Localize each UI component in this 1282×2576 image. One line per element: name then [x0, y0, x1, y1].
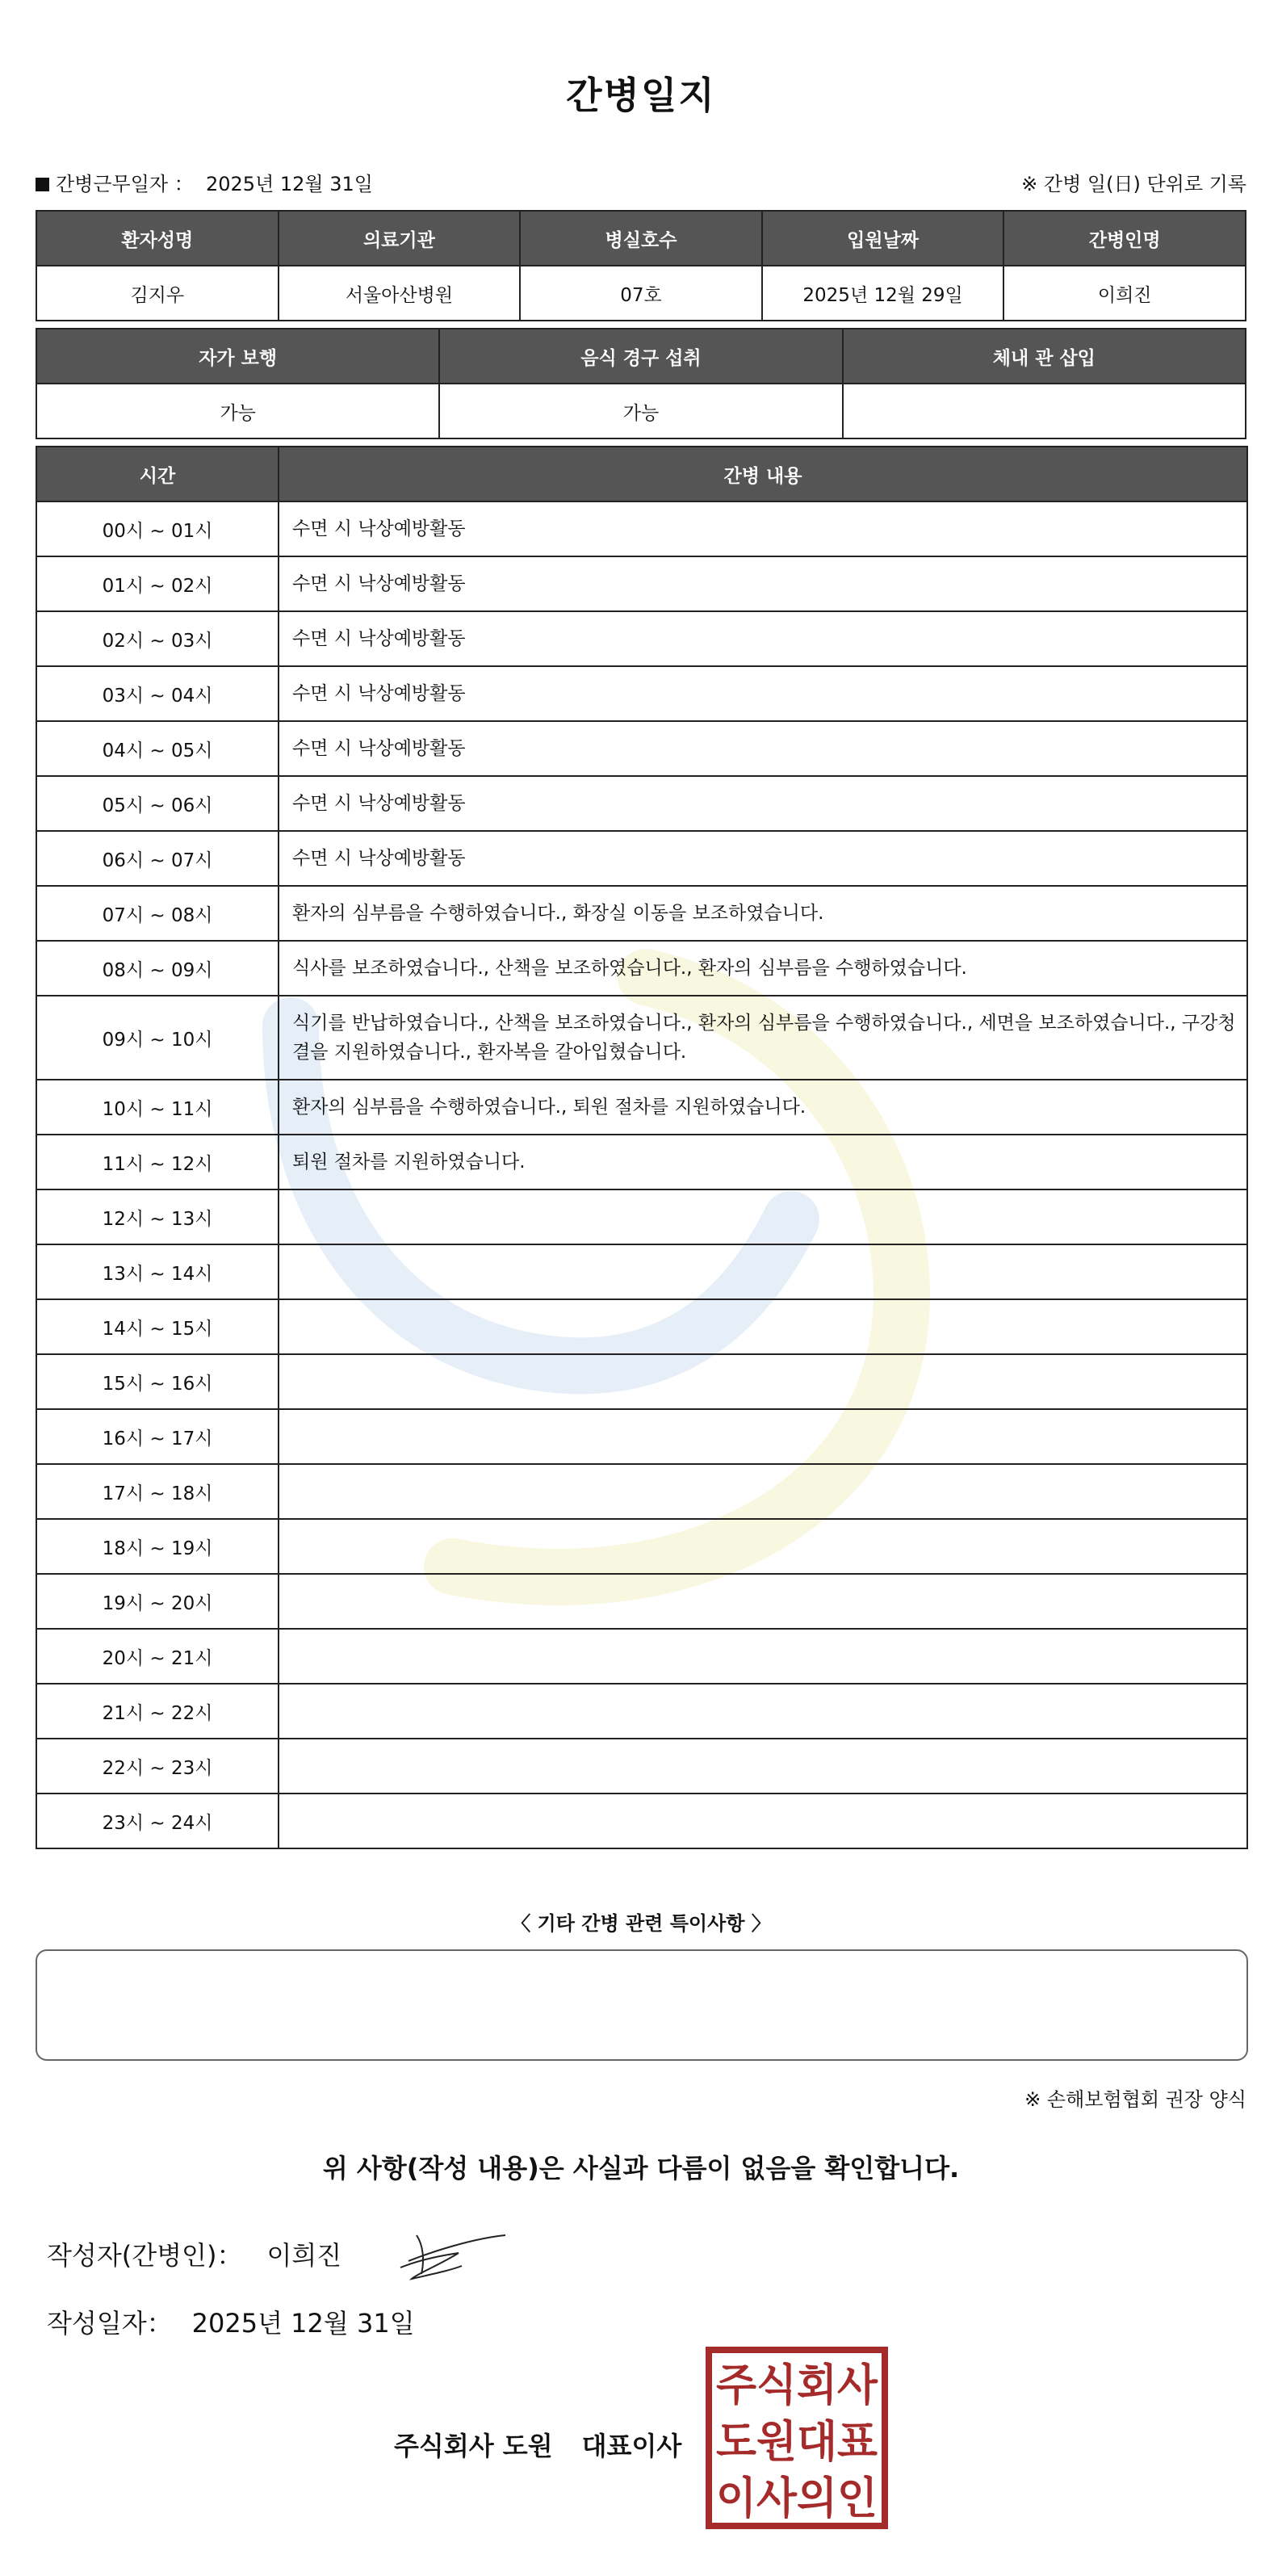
content-cell: 수면 시 낙상예방활동 — [279, 666, 1247, 721]
time-cell: 11시 ~ 12시 — [36, 1135, 279, 1189]
unit-note: ※ 간병 일(日) 단위로 기록 — [1021, 173, 1246, 195]
time-cell: 17시 ~ 18시 — [36, 1464, 279, 1519]
time-cell: 02시 ~ 03시 — [36, 611, 279, 666]
table-row — [36, 556, 1247, 611]
content-cell: 수면 시 낙상예방활동 — [279, 831, 1247, 886]
writer-name: 이희진 — [266, 2240, 342, 2271]
time-cell: 06시 ~ 07시 — [36, 831, 279, 886]
content-cell: 수면 시 낙상예방활동 — [279, 776, 1247, 831]
table-row — [36, 776, 1247, 831]
content-cell — [279, 1244, 1247, 1299]
header-oral-intake: 음식 경구 섭취 — [439, 329, 842, 384]
write-date-row — [47, 2303, 415, 2340]
content-cell — [279, 1684, 1247, 1739]
time-cell: 18시 ~ 19시 — [36, 1519, 279, 1574]
time-cell: 12시 ~ 13시 — [36, 1189, 279, 1244]
table-row — [36, 666, 1247, 721]
table-row — [36, 996, 1247, 1080]
handwritten-signature — [384, 2221, 513, 2285]
header-time: 시간 — [36, 447, 279, 501]
time-cell: 00시 ~ 01시 — [36, 501, 279, 556]
table-row — [36, 1299, 1247, 1354]
content-cell — [279, 1794, 1247, 1848]
room-number: 07호 — [520, 266, 762, 321]
content-cell: 환자의 심부름을 수행하였습니다., 화장실 이동을 보조하였습니다. — [279, 886, 1247, 941]
time-cell: 16시 ~ 17시 — [36, 1409, 279, 1464]
content-cell: 수면 시 낙상예방활동 — [279, 611, 1247, 666]
writer-label: 작성자(간병인)： — [47, 2240, 243, 2271]
time-cell: 19시 ~ 20시 — [36, 1574, 279, 1629]
content-cell — [279, 1189, 1247, 1244]
table-row — [36, 1684, 1247, 1739]
status-info-table — [36, 328, 1246, 439]
content-cell — [279, 1354, 1247, 1409]
table-row — [36, 721, 1247, 776]
confirmation-statement: 위 사항(작성 내용)은 사실과 다름이 없음을 확인합니다. — [322, 2153, 960, 2184]
table-row — [36, 1464, 1247, 1519]
content-cell: 수면 시 낙상예방활동 — [279, 721, 1247, 776]
table-row — [36, 1629, 1247, 1684]
caregiver-name: 이희진 — [1003, 266, 1246, 321]
time-cell: 21시 ~ 22시 — [36, 1684, 279, 1739]
time-cell: 15시 ~ 16시 — [36, 1354, 279, 1409]
company-row — [394, 2426, 681, 2463]
table-row — [36, 1739, 1247, 1794]
header-admission-date: 입원날짜 — [762, 211, 1004, 266]
care-log-table — [36, 446, 1248, 1849]
content-cell — [279, 1574, 1247, 1629]
notes-box — [36, 1949, 1248, 2061]
content-cell: 식기를 반납하였습니다., 산책을 보조하였습니다., 환자의 심부름을 수행하였습니다., 세면을 보조하였습니다., 구강청결을 지원하였습니다., 환자복을 갈아입혔습니다. — [279, 996, 1247, 1080]
header-self-walking: 자가 보행 — [36, 329, 439, 384]
content-cell — [279, 1629, 1247, 1684]
table-row — [36, 941, 1247, 996]
content-cell — [279, 1464, 1247, 1519]
hospital-name: 서울아산병원 — [279, 266, 521, 321]
table-row — [36, 886, 1247, 941]
content-cell: 수면 시 낙상예방활동 — [279, 556, 1247, 611]
write-date-label: 작성일자： — [47, 2308, 173, 2339]
content-cell — [279, 1739, 1247, 1794]
company-representative: 대표이사 — [581, 2431, 682, 2461]
company-name: 주식회사 도원 — [394, 2431, 553, 2461]
content-cell — [279, 1519, 1247, 1574]
time-cell: 14시 ~ 15시 — [36, 1299, 279, 1354]
header-patient-name: 환자성명 — [36, 211, 279, 266]
table-row — [36, 1135, 1247, 1189]
header-caregiver-name: 간병인명 — [1003, 211, 1246, 266]
self-walking-value: 가능 — [36, 384, 439, 438]
page-title: 간병일지 — [566, 73, 716, 117]
time-cell: 04시 ~ 05시 — [36, 721, 279, 776]
writer-row — [47, 2235, 341, 2272]
time-cell: 03시 ~ 04시 — [36, 666, 279, 721]
time-cell: 07시 ~ 08시 — [36, 886, 279, 941]
oral-intake-value: 가능 — [439, 384, 842, 438]
time-cell: 20시 ~ 21시 — [36, 1629, 279, 1684]
time-cell: 05시 ~ 06시 — [36, 776, 279, 831]
table-row — [36, 1354, 1247, 1409]
content-cell — [279, 1299, 1247, 1354]
company-seal-stamp — [706, 2347, 888, 2529]
table-row — [36, 831, 1247, 886]
work-date-label: 간병근무일자 ： — [56, 173, 194, 195]
table-row — [36, 1244, 1247, 1299]
header-tube-insertion: 체내 관 삽입 — [843, 329, 1246, 384]
content-cell — [279, 1409, 1247, 1464]
form-source-note: ※ 손해보험협회 권장 양식 — [1024, 2088, 1246, 2111]
seal-line-2: 도원대표 — [716, 2416, 878, 2467]
content-cell: 퇴원 절차를 지원하였습니다. — [279, 1135, 1247, 1189]
table-row — [36, 611, 1247, 666]
work-date-value: 2025년 12월 31일 — [206, 173, 373, 195]
table-row — [36, 1409, 1247, 1464]
time-cell: 09시 ~ 10시 — [36, 996, 279, 1080]
seal-line-1: 주식회사 — [716, 2360, 878, 2410]
tube-insertion-value — [843, 384, 1246, 438]
table-row — [36, 1574, 1247, 1629]
time-cell: 01시 ~ 02시 — [36, 556, 279, 611]
header-care-content: 간병 내용 — [279, 447, 1247, 501]
time-cell: 08시 ~ 09시 — [36, 941, 279, 996]
table-row — [36, 1080, 1247, 1135]
table-row — [36, 1519, 1247, 1574]
table-row — [36, 1189, 1247, 1244]
content-cell: 수면 시 낙상예방활동 — [279, 501, 1247, 556]
work-date-row — [36, 168, 373, 196]
header-room: 병실호수 — [520, 211, 762, 266]
time-cell: 22시 ~ 23시 — [36, 1739, 279, 1794]
patient-name: 김지우 — [36, 266, 279, 321]
admission-date: 2025년 12월 29일 — [762, 266, 1004, 321]
table-row — [36, 501, 1247, 556]
patient-info-table — [36, 210, 1246, 321]
table-row — [36, 1794, 1247, 1848]
bullet-square-icon — [36, 178, 49, 191]
time-cell: 23시 ~ 24시 — [36, 1794, 279, 1848]
time-cell: 13시 ~ 14시 — [36, 1244, 279, 1299]
seal-line-3: 이사의인 — [716, 2473, 878, 2524]
header-hospital: 의료기관 — [279, 211, 521, 266]
notes-title: 〈 기타 간병 관련 특이사항 〉 — [511, 1912, 771, 1935]
content-cell: 식사를 보조하였습니다., 산책을 보조하였습니다., 환자의 심부름을 수행하였습니다. — [279, 941, 1247, 996]
content-cell: 환자의 심부름을 수행하였습니다., 퇴원 절차를 지원하였습니다. — [279, 1080, 1247, 1135]
time-cell: 10시 ~ 11시 — [36, 1080, 279, 1135]
write-date-value: 2025년 12월 31일 — [191, 2308, 415, 2339]
